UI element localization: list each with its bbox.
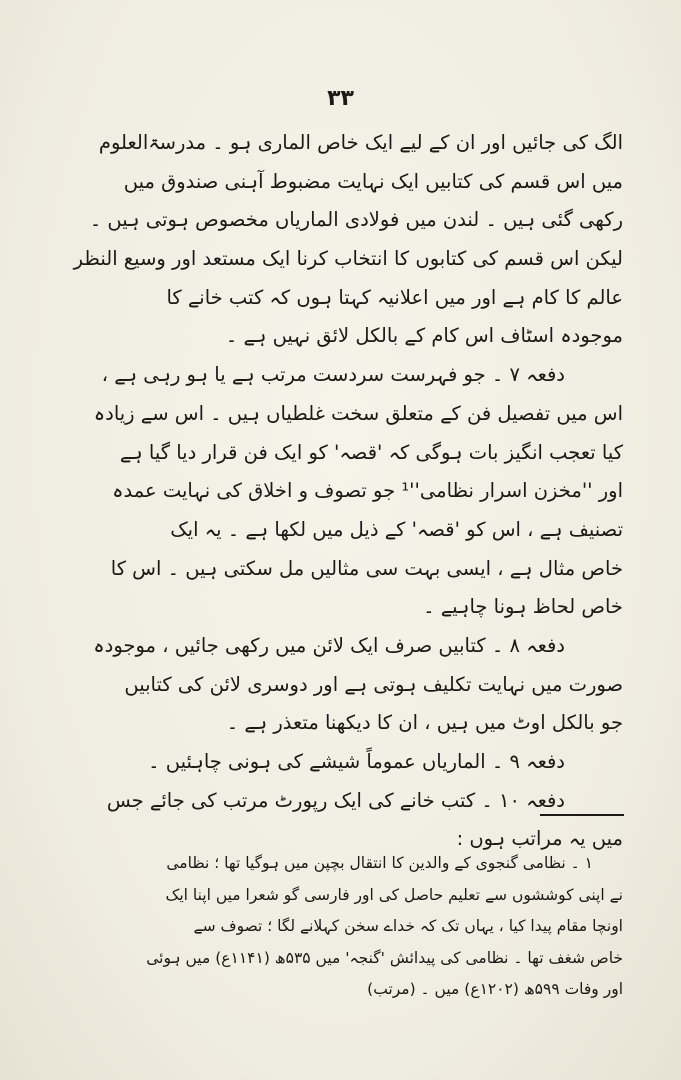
- text-line: اس میں تفصیل فن کے متعلق سخت غلطیاں ہیں ۔ اس سے زیادہ: [93, 401, 623, 425]
- text-line: جو بالکل اوٹ میں ہیں ، ان کا دیکھنا متعذر ہے ۔: [226, 711, 623, 735]
- section-heading-line: دفعہ ۹ ۔ الماریاں عموماً شیشے کی ہونی چاہئیں ۔: [148, 750, 565, 773]
- text-line: خاص مثال ہے ، ایسی بہت سی مثالیں مل سکتی ہیں ۔ اس کا: [110, 556, 623, 580]
- footnote-line: ۱ ۔ نظامی گنجوی کے والدین کا انتقال بچپن میں ہوگیا تھا ؛ نظامی: [166, 854, 593, 872]
- text-line: رکھی گئی ہیں ۔ لندن میں فولادی الماریاں مخصوص ہوتی ہیں ۔: [89, 208, 623, 232]
- text-line: صورت میں نہایت تکلیف ہوتی ہے اور دوسری لائن کی کتابیں: [124, 672, 623, 696]
- text-line: کیا تعجب انگیز بات ہوگی کہ 'قصہ' کو ایک فن قرار دیا گیا ہے: [119, 440, 623, 464]
- text-line: الگ کی جائیں اور ان کے لیے ایک خاص الماری ہو ۔ مدرسۃالعلوم: [98, 131, 623, 154]
- text-line: میں اس قسم کی کتابیں ایک نہایت مضبوط آہنی صندوق میں: [123, 169, 623, 193]
- text-line: میں یہ مراتب ہوں :: [456, 827, 623, 851]
- footnote-line: اونچا مقام پیدا کیا ، یہاں تک کہ خداے سخن کہلانے لگا ؛ تصوف سے: [193, 917, 623, 935]
- section-heading-line: دفعہ ۸ ۔ کتابیں صرف ایک لائن میں رکھی جائیں ، موجودہ: [93, 633, 565, 657]
- text-line: اور ''مخزن اسرار نظامی''¹ جو تصوف و اخلاق کی نہایت عمدہ: [112, 479, 623, 503]
- text-line: خاص لحاظ ہونا چاہیے ۔: [423, 595, 623, 619]
- main-text-block: [58, 124, 623, 859]
- page-number: ٣٣: [327, 86, 354, 111]
- text-line: موجودہ اسٹاف اس کام کے بالکل لائق نہیں ہے ۔: [225, 324, 623, 348]
- footnote-block: [58, 848, 623, 1006]
- text-line: تصنیف ہے ، اس کو 'قصہ' کے ذیل میں لکھا ہے ۔ یہ ایک: [170, 517, 623, 541]
- footnote-divider: [540, 814, 624, 816]
- footnote-line: خاص شغف تھا ۔ نظامی کی پیدائش 'گنجہ' میں ۵۳۵ھ (۱۱۴۱ع) میں ہوئی: [146, 948, 623, 967]
- footnote-line: اور وفات ۵۹۹ھ (۱۲۰۲ع) میں ۔ (مرتب): [367, 980, 623, 998]
- text-line: عالم کا کام ہے اور میں اعلانیہ کہتا ہوں کہ کتب خانے کا: [166, 285, 623, 309]
- text-line: لیکن اس قسم کی کتابوں کا انتخاب کرنا ایک مستعد اور وسیع النظر: [73, 247, 623, 271]
- footnote-line: نے اپنی کوششوں سے تعلیم حاصل کی اور فارسی گو شعرا میں اپنا ایک: [165, 885, 623, 904]
- section-heading-line: دفعہ ۱۰ ۔ کتب خانے کی ایک رپورٹ مرتب کی جائے جس: [106, 788, 565, 812]
- section-heading-line: دفعہ ۷ ۔ جو فہرست سردست مرتب ہے یا ہو رہی ہے ،: [101, 363, 565, 387]
